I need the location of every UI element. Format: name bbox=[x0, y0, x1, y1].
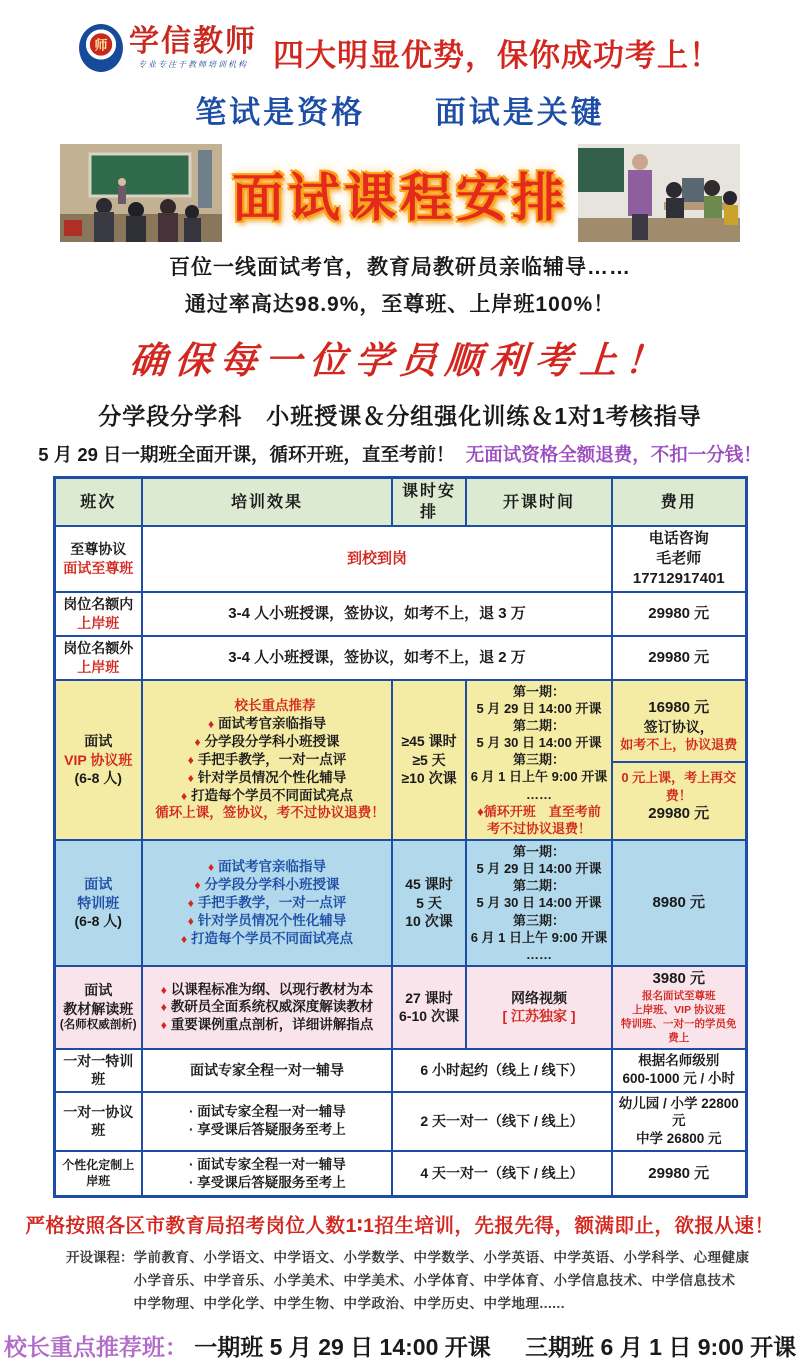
recommend-session1: 一期班 5 月 29 日 14:00 开课 bbox=[194, 1334, 491, 1361]
vip-time-note1: ♦循环开班 直至考前 bbox=[477, 803, 601, 819]
course-list-label: 开设课程： bbox=[66, 1250, 134, 1266]
one-texun-name: 一对一特训班 bbox=[54, 1049, 142, 1092]
vip-fee-refund: 如考不上，协议退费 bbox=[620, 737, 738, 753]
brand-name: 学信教师 bbox=[129, 24, 257, 58]
quota-in-fee: 29980 元 bbox=[612, 592, 746, 636]
vip-hours-line: ≥45 课时 bbox=[401, 733, 457, 750]
jiaocai-hours-line: 6-10 次课 bbox=[399, 1008, 459, 1025]
jiaocai-hours bbox=[392, 966, 466, 1048]
one-xieyi-effect-line2: · 享受课后答疑服务至考上 bbox=[189, 1122, 346, 1138]
row-vip bbox=[54, 680, 746, 840]
vip-fee-zero: 0 元上课，考上再交费！ bbox=[621, 770, 737, 803]
enrollment-notice: 严格按照各区市教育局招考岗位人数1∶1招生培训，先报先得，额满即止，欲报从速！ bbox=[25, 1215, 775, 1238]
row-one-xieyi bbox=[54, 1092, 746, 1151]
jiaocai-hours-line: 27 课时 bbox=[405, 989, 453, 1006]
texun-hours bbox=[392, 840, 466, 966]
quota-in-name-bottom: 上岸班 bbox=[77, 614, 120, 631]
texun-name-line3: (6-8 人) bbox=[74, 913, 122, 930]
vip-effect bbox=[142, 680, 392, 840]
texun-bullet: ♦ 手把手教学，一对一点评 bbox=[146, 894, 388, 912]
brand-logo bbox=[79, 24, 257, 72]
texun-bullet: ♦ 针对学员情况个性化辅导 bbox=[146, 912, 388, 930]
jiaocai-exclusive: [ 江苏独家 ] bbox=[502, 1008, 576, 1025]
vip-bullet: ♦ 分学段分学科小班授课 bbox=[146, 733, 388, 751]
texun-time-line: 第一期： bbox=[512, 844, 565, 860]
texun-hours-line: 45 课时 bbox=[405, 876, 453, 893]
school-badge-icon bbox=[79, 24, 123, 72]
quota-out-fee: 29980 元 bbox=[612, 636, 746, 680]
jiaocai-name bbox=[54, 966, 142, 1048]
texun-time-line: 5 月 30 日 14:00 开课 bbox=[476, 895, 602, 911]
schedule-line bbox=[0, 441, 800, 467]
features-line: 分学段分学科 小班授课＆分组强化训练＆1对1考核指导 bbox=[98, 403, 702, 429]
zhizun-name-top: 至尊协议 bbox=[70, 541, 127, 558]
row-zhizun bbox=[54, 526, 746, 591]
texun-time-line: 第二期： bbox=[512, 878, 565, 894]
jiaocai-fee-price: 3980 元 bbox=[652, 970, 706, 988]
recommend-session2: 三期班 6 月 1 日 9:00 开课 bbox=[525, 1334, 797, 1361]
texun-name-line1: 面试 bbox=[84, 876, 113, 893]
vip-time-line: …… bbox=[526, 786, 552, 802]
zhizun-phone: 毛老师 17712917401 bbox=[632, 550, 725, 587]
texun-effect bbox=[142, 840, 392, 966]
main-headline: 四大明显优势，保你成功考上！ bbox=[273, 38, 721, 73]
gexinghua-fee: 29980 元 bbox=[612, 1151, 746, 1197]
one-texun-fee-line2: 600-1000 元 / 小时 bbox=[622, 1071, 736, 1087]
schedule-purple: 无面试资格全额退费，不扣一分钱！ bbox=[465, 444, 762, 465]
vip-hours bbox=[392, 680, 466, 840]
gexinghua-effect-line1: · 面试专家全程一对一辅导 bbox=[189, 1156, 346, 1172]
course-list-line3: 中学物理、中学化学、中学生物、中学政治、中学历史、中学地理...... bbox=[133, 1296, 566, 1312]
texun-bullet: ♦ 面试考官亲临指导 bbox=[146, 858, 388, 876]
quota-out-name-bottom: 上岸班 bbox=[77, 658, 120, 675]
classroom-photo-right bbox=[578, 144, 740, 242]
page-header bbox=[0, 0, 800, 75]
one-xieyi-schedule: 2 天一对一（线下 / 线上） bbox=[392, 1092, 612, 1151]
one-xieyi-name: 一对一协议班 bbox=[54, 1092, 142, 1151]
jiaocai-bullet: ♦ 以课程标准为纲、以现行教材为本 bbox=[146, 981, 388, 999]
row-quota-in bbox=[54, 592, 746, 636]
schedule-black: 5 月 29 日一期班全面开课，循环开班，直至考前！ bbox=[38, 444, 455, 465]
sub-headline bbox=[0, 87, 800, 132]
sub-headline-left: 笔试是资格 bbox=[195, 95, 366, 130]
quota-out-name bbox=[54, 636, 142, 680]
one-xieyi-effect-line1: · 面试专家全程一对一辅导 bbox=[189, 1104, 346, 1120]
intro-line-1: 百位一线面试考官，教育局教研员亲临辅导…… bbox=[169, 256, 631, 279]
vip-fee-agreement: 签订协议， bbox=[643, 718, 714, 735]
texun-bullet: ♦ 打造每个学员不同面试亮点 bbox=[146, 930, 388, 948]
gexinghua-schedule: 4 天一对一（线下 / 线上） bbox=[392, 1151, 612, 1197]
one-texun-effect: 面试专家全程一对一辅导 bbox=[142, 1049, 392, 1092]
one-texun-schedule: 6 小时起约（线上 / 线下） bbox=[392, 1049, 612, 1092]
col-header-fee: 费用 bbox=[612, 478, 746, 527]
jiaocai-name-line3: (名师权威剖析) bbox=[59, 1019, 137, 1032]
quota-in-name bbox=[54, 592, 142, 636]
jiaocai-name-line1: 面试 bbox=[84, 982, 113, 999]
row-texun bbox=[54, 840, 746, 966]
texun-time-line: 6 月 1 日上午 9:00 开课 bbox=[470, 929, 608, 945]
brand-tagline: 专业专注于教师培训机构 bbox=[138, 60, 248, 70]
vip-effect-title: 校长重点推荐 bbox=[234, 698, 316, 714]
jiaocai-bullet: ♦ 重要课例重点剖析，详细讲解指点 bbox=[146, 1016, 388, 1034]
vip-time-note2: 考不过协议退费！ bbox=[486, 820, 591, 836]
texun-bullet: ♦ 分学段分学科小班授课 bbox=[146, 876, 388, 894]
vip-name-line3: (6-8 人) bbox=[74, 770, 122, 787]
one-xieyi-fee-line1: 幼儿园 / 小学 22800 元 bbox=[618, 1095, 739, 1129]
one-xieyi-effect bbox=[142, 1092, 392, 1151]
quota-in-name-top: 岗位名额内 bbox=[63, 596, 134, 613]
zhizun-fee bbox=[612, 526, 746, 591]
vip-bullet: ♦ 打造每个学员不同面试亮点 bbox=[146, 787, 388, 805]
quota-in-effect: 3-4 人小班授课，签协议，如考不上，退 3 万 bbox=[142, 592, 612, 636]
course-table bbox=[53, 476, 748, 1198]
vip-bullet: ♦ 手把手教学，一对一点评 bbox=[146, 751, 388, 769]
vip-fee-price-2: 29980 元 bbox=[648, 804, 710, 822]
sub-headline-right: 面试是关键 bbox=[434, 95, 605, 130]
jiaocai-effect bbox=[142, 966, 392, 1048]
course-list-line2: 小学音乐、中学音乐、小学美术、中学美术、小学体育、中学体育、小学信息技术、中学信息技术 bbox=[133, 1273, 736, 1289]
texun-hours-line: 5 天 bbox=[416, 894, 442, 911]
jiaocai-times bbox=[466, 966, 612, 1048]
texun-name-line2: 特训班 bbox=[77, 894, 120, 911]
vip-time-line: 5 月 30 日 14:00 开课 bbox=[476, 735, 602, 751]
one-xieyi-fee-line2: 中学 26800 元 bbox=[635, 1131, 722, 1147]
vip-time-line: 第二期： bbox=[512, 717, 565, 733]
col-header-time: 开课时间 bbox=[466, 478, 612, 527]
texun-hours-line: 10 次课 bbox=[405, 913, 453, 930]
course-list-line1: 学前教育、小学语文、中学语文、小学数学、中学数学、小学英语、中学英语、小学科学、心理健康 bbox=[133, 1250, 750, 1266]
texun-time-line: …… bbox=[526, 946, 552, 962]
texun-fee: 8980 元 bbox=[612, 840, 746, 966]
vip-time-line: 第三期： bbox=[512, 752, 565, 768]
vip-bullet: ♦ 针对学员情况个性化辅导 bbox=[146, 769, 388, 787]
texun-times bbox=[466, 840, 612, 966]
one-xieyi-fee bbox=[612, 1092, 746, 1151]
jiaocai-fee-note: 特训班、一对一的学员免费上 bbox=[621, 1018, 737, 1045]
jiaocai-fee-note: 报名面试至尊班 bbox=[642, 989, 716, 1002]
quota-out-effect: 3-4 人小班授课，签协议，如考不上，退 2 万 bbox=[142, 636, 612, 680]
row-jiaocai bbox=[54, 966, 746, 1048]
row-one-texun bbox=[54, 1049, 746, 1092]
zhizun-name bbox=[54, 526, 142, 591]
texun-time-line: 第三期： bbox=[512, 912, 565, 928]
recommend-line bbox=[0, 1329, 800, 1362]
calligraphy-slogan: 确保每一位学员顺利考上！ bbox=[128, 340, 672, 381]
quota-out-name-top: 岗位名额外 bbox=[63, 640, 134, 657]
row-quota-out bbox=[54, 636, 746, 680]
jiaocai-fee-note: 上岸班、VIP 协议班 bbox=[632, 1004, 726, 1017]
jiaocai-bullet: ♦ 教研员全面系统权威深度解读教材 bbox=[146, 998, 388, 1016]
vip-hours-line: ≥10 次课 bbox=[401, 770, 457, 787]
one-texun-fee bbox=[612, 1049, 746, 1092]
vip-time-line: 6 月 1 日上午 9:00 开课 bbox=[470, 769, 608, 785]
zhizun-fee-line1: 电话咨询 bbox=[648, 530, 709, 548]
jiaocai-fee bbox=[612, 966, 746, 1048]
texun-name bbox=[54, 840, 142, 966]
vip-times bbox=[466, 680, 612, 840]
col-header-effect: 培训效果 bbox=[142, 478, 392, 527]
vip-fee-price-1: 16980 元 bbox=[648, 699, 710, 717]
vip-bullet: ♦ 面试考官亲临指导 bbox=[146, 715, 388, 733]
vip-time-line: 5 月 29 日 14:00 开课 bbox=[476, 700, 602, 716]
banner-title: 面试课程安排 bbox=[231, 169, 568, 228]
texun-time-line: 5 月 29 日 14:00 开课 bbox=[476, 861, 602, 877]
vip-hours-line: ≥5 天 bbox=[412, 751, 446, 768]
gexinghua-effect-line2: · 享受课后答疑服务至考上 bbox=[189, 1174, 346, 1190]
jiaocai-name-line2: 教材解读班 bbox=[63, 1000, 134, 1017]
zhizun-name-bottom: 面试至尊班 bbox=[63, 559, 134, 576]
col-header-hours: 课时安排 bbox=[392, 478, 466, 527]
recommend-label: 校长重点推荐班： bbox=[3, 1334, 188, 1361]
zhizun-effect: 到校到岗 bbox=[142, 526, 612, 591]
vip-fee bbox=[612, 680, 746, 840]
vip-effect-note: 循环上课，签协议，考不过协议退费！ bbox=[155, 805, 385, 821]
gexinghua-name: 个性化定制上岸班 bbox=[54, 1151, 142, 1197]
course-list bbox=[66, 1246, 800, 1315]
vip-name bbox=[54, 680, 142, 840]
classroom-photo-left bbox=[60, 144, 222, 242]
col-header-class: 班次 bbox=[54, 478, 142, 527]
one-texun-fee-line1: 根据名师级别 bbox=[638, 1053, 720, 1069]
table-header-row bbox=[54, 478, 746, 527]
jiaocai-video: 网络视频 bbox=[511, 989, 567, 1006]
vip-time-line: 第一期： bbox=[512, 683, 565, 699]
intro-line-2: 通过率高达98.9%，至尊班、上岸班100%！ bbox=[184, 293, 616, 316]
banner-strip bbox=[60, 142, 740, 244]
vip-name-line2: VIP 协议班 bbox=[64, 751, 133, 768]
vip-name-line1: 面试 bbox=[84, 733, 113, 750]
